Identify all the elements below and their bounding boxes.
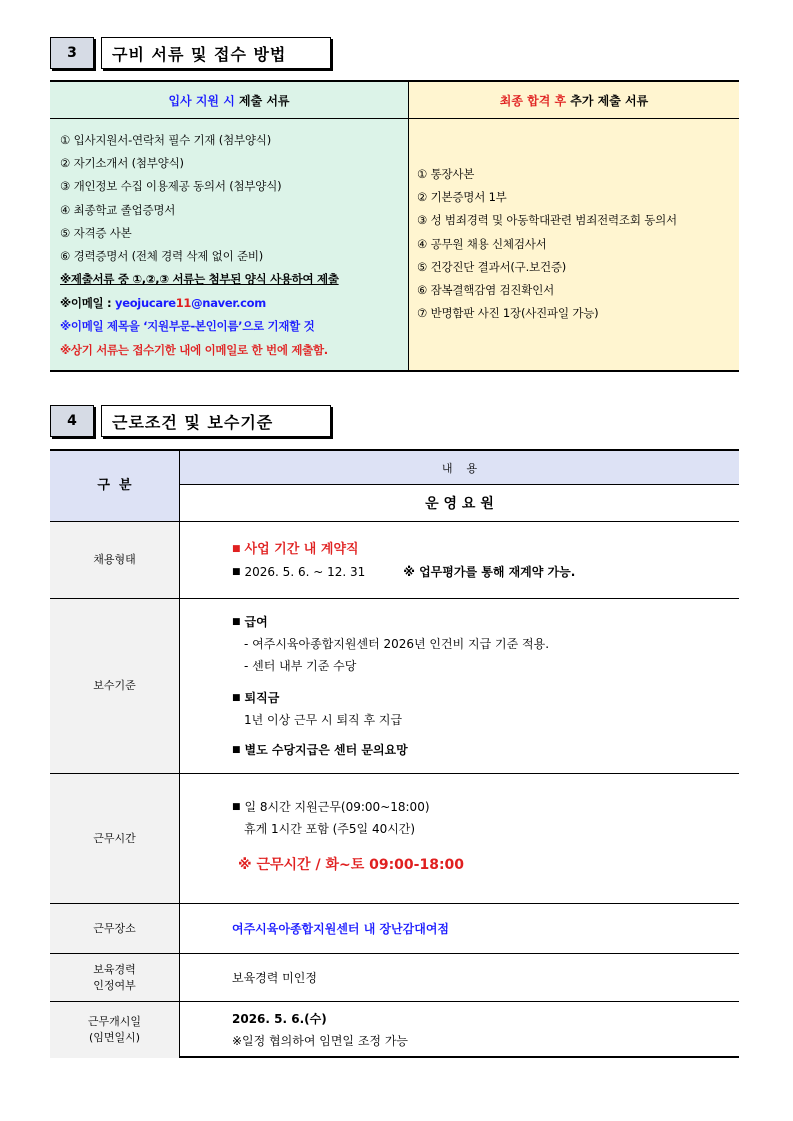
table-row	[50, 522, 739, 599]
list-item: ③ 개인정보 수집 이용제공 동의서 (첨부양식)	[60, 179, 282, 194]
list-item: ④ 공무원 채용 신체검사서	[417, 236, 547, 251]
email-domain: @naver.com	[191, 295, 266, 310]
deadline-note: ※상기 서류는 접수기한 내에 이메일로 한 번에 제출함.	[60, 342, 328, 357]
childcare-label-line2: 인정여부	[93, 978, 136, 992]
table-row	[50, 1002, 739, 1058]
start-date-note: ※일정 협의하여 임면일 조정 가능	[232, 1034, 409, 1048]
operations-staff-label: 운 영 요 원	[425, 496, 494, 512]
salary-title-text: 급여	[244, 615, 268, 629]
severance-title	[232, 687, 739, 709]
email-number: 11	[175, 295, 192, 310]
final-documents-column	[409, 82, 739, 370]
bullet-icon: ■	[232, 567, 241, 577]
documents-table	[50, 80, 739, 372]
table-row	[50, 774, 739, 904]
bullet-icon: ■	[232, 745, 241, 755]
list-item: ⑤ 자격증 사본	[60, 225, 132, 240]
work-location-cell	[180, 904, 739, 953]
childcare-label-line1: 보육경력	[93, 962, 136, 976]
break-detail: 휴게 1시간 포함 (주5일 40시간)	[244, 822, 416, 836]
contract-type-text: 사업 기간 내 계약직	[244, 542, 359, 557]
childcare-experience-label	[50, 954, 180, 1001]
section-4-title: 근로조건 및 보수기준	[101, 405, 331, 437]
list-item: ① 통장사본	[417, 167, 475, 181]
application-header-rest: 제출 서류	[234, 93, 290, 108]
bullet-icon: ■	[232, 544, 241, 554]
list-item: ② 기본증명서 1부	[417, 190, 507, 205]
section-3-title: 구비 서류 및 접수 방법	[101, 37, 331, 69]
list-item: ⑤ 건강진단 결과서(구.보건증)	[417, 259, 567, 274]
hours-detail	[232, 796, 739, 818]
bullet-icon: ■	[232, 693, 241, 703]
table-header-row	[50, 451, 739, 522]
email-note	[60, 292, 408, 316]
application-documents-column	[50, 82, 409, 370]
allowance-note	[232, 739, 739, 761]
section-3-number: 3	[50, 37, 94, 69]
contract-period	[232, 561, 739, 583]
email-user: yeojucare	[115, 295, 176, 310]
employment-type-label: 채용형태	[50, 522, 180, 598]
working-hours-cell	[180, 774, 739, 903]
contract-period-text: 2026. 5. 6. ~ 12. 31	[244, 565, 366, 579]
start-date-label	[50, 1002, 180, 1058]
conditions-table	[50, 449, 739, 1058]
bullet-icon: ■	[232, 802, 241, 812]
list-item: ⑥ 잠복결핵감염 검진확인서	[417, 283, 555, 298]
work-location-value: 여주시육아종합지원센터 내 장난감대여점	[232, 921, 450, 936]
category-header: 구 분	[50, 451, 180, 521]
working-hours-label: 근무시간	[50, 774, 180, 903]
list-item: ⑥ 경력증명서 (전체 경력 삭제 없이 준비)	[60, 249, 264, 264]
list-item: ⑦ 반명함판 사진 1장(사진파일 가능)	[417, 306, 599, 321]
application-documents-list	[50, 119, 408, 362]
email-subject-note: ※이메일 제목을 ‘지원부문-본인이름’으로 기재할 것	[60, 319, 315, 334]
childcare-experience-value: 보육경력 미인정	[232, 970, 317, 985]
start-label-line1: 근무개시일	[87, 1015, 142, 1028]
application-header-highlight: 입사 지원 시	[168, 93, 235, 108]
form-usage-note: ※제출서류 중 ①,②,③ 서류는 첨부된 양식 사용하여 제출	[60, 272, 339, 287]
pay-standard-cell	[180, 599, 739, 773]
list-item: ① 입사지원서-연락처 필수 기재 (첨부양식)	[60, 133, 271, 147]
list-item: ② 자기소개서 (첨부양식)	[60, 156, 184, 171]
list-item: ③ 성 범죄경력 및 아동학대관련 범죄전력조회 동의서	[417, 213, 677, 228]
content-header	[180, 451, 739, 521]
renewal-note: ※ 업무평가를 통해 재계약 가능.	[403, 565, 576, 579]
section-3-header	[50, 37, 331, 69]
childcare-experience-cell	[180, 954, 739, 1001]
severance-title-text: 퇴직금	[244, 691, 280, 705]
start-date-cell	[180, 1002, 739, 1058]
hours-note: ※ 근무시간 / 화~토 09:00-18:00	[238, 857, 465, 873]
salary-title	[232, 611, 739, 633]
table-row	[50, 954, 739, 1002]
list-item: ④ 최종학교 졸업증명서	[60, 202, 176, 217]
allowance-text: 별도 수당지급은 센터 문의요망	[244, 743, 408, 757]
salary-detail: - 센터 내부 기준 수당	[244, 659, 357, 673]
email-label: ※이메일 :	[60, 295, 116, 310]
final-documents-list	[409, 119, 739, 325]
work-location-label: 근무장소	[50, 904, 180, 953]
final-documents-header	[409, 82, 739, 119]
table-row	[50, 599, 739, 774]
bullet-icon: ■	[232, 617, 241, 627]
start-label-line2: (임면일시)	[88, 1031, 141, 1044]
table-row	[50, 904, 739, 954]
application-documents-header	[50, 82, 408, 119]
final-header-rest: 추가 제출 서류	[566, 93, 649, 108]
content-header-label: 내 용	[180, 451, 739, 485]
contract-type	[232, 538, 739, 561]
section-4-number: 4	[50, 405, 94, 437]
severance-detail: 1년 이상 근무 시 퇴직 후 지급	[244, 713, 403, 727]
salary-detail: - 여주시육아종합지원센터 2026년 인건비 지급 기준 적용.	[244, 637, 550, 651]
section-4-header	[50, 405, 331, 437]
employment-type-cell	[180, 522, 739, 598]
start-date-value: 2026. 5. 6.(수)	[232, 1012, 327, 1026]
pay-standard-label: 보수기준	[50, 599, 180, 773]
final-header-highlight: 최종 합격 후	[499, 93, 567, 108]
hours-detail-text: 일 8시간 지원근무(09:00~18:00)	[244, 800, 430, 814]
